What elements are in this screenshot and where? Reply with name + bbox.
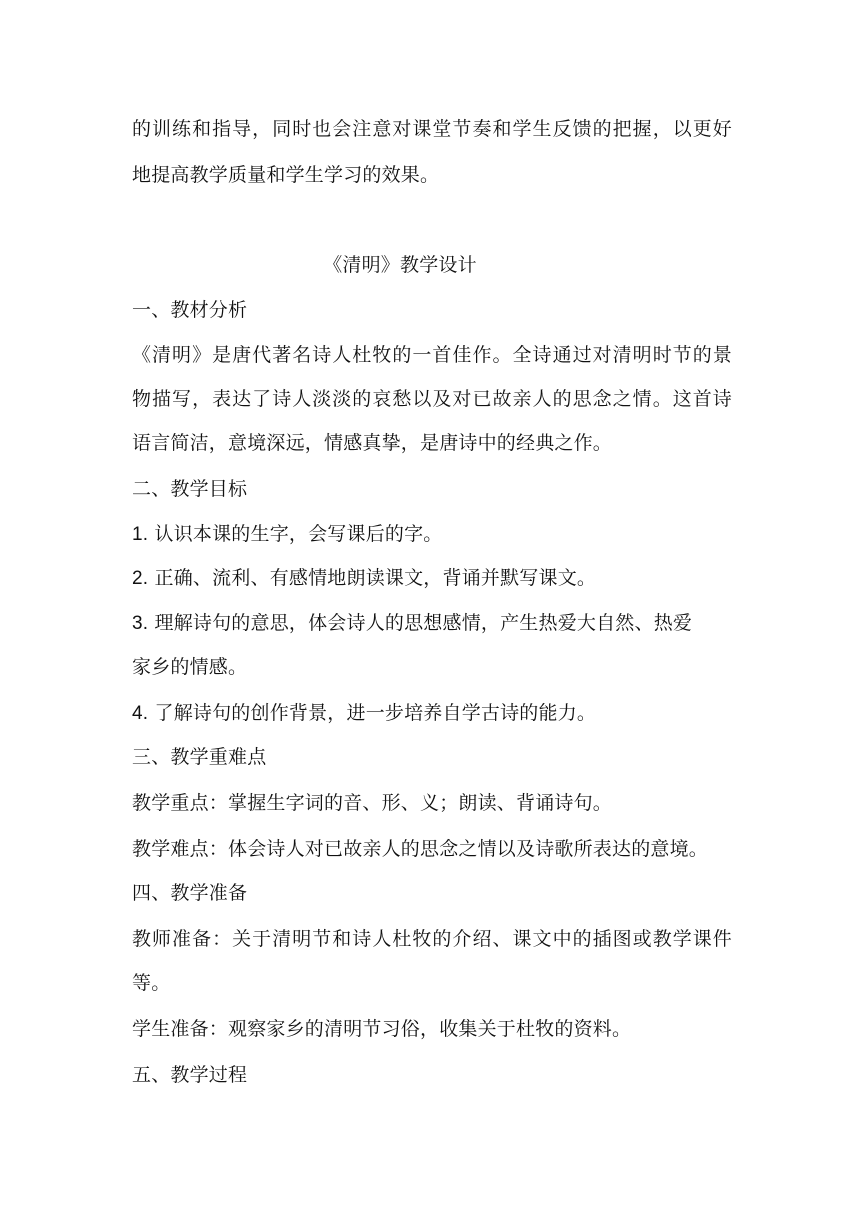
objective-item-3 xyxy=(132,611,732,636)
section-5-heading: 五、教学过程 xyxy=(132,1064,248,1086)
objective-item-2 xyxy=(132,566,732,591)
section-1-heading: 一、教材分析 xyxy=(132,299,248,321)
objective-text: 认识本课的生字，会写课后的字。 xyxy=(154,523,443,545)
objective-text: 正确、流利、有感情地朗读课文，背诵并默写课文。 xyxy=(154,567,597,589)
teacher-preparation-line-1: 教师准备：关于清明节和诗人杜牧的介绍、课文中的插图或教学课件 xyxy=(132,928,732,950)
student-preparation-text: 学生准备：观察家乡的清明节习俗，收集关于杜牧的资料。 xyxy=(132,1018,632,1040)
section-4-heading: 四、教学准备 xyxy=(132,882,248,904)
objective-item-1 xyxy=(132,522,732,547)
section-1-text-line-3: 语言简洁，意境深远，情感真挚，是唐诗中的经典之作。 xyxy=(132,432,613,454)
section-2-heading: 二、教学目标 xyxy=(132,478,248,500)
section-1-text-line-2: 物描写，表达了诗人淡淡的哀愁以及对已故亲人的思念之情。这首诗 xyxy=(132,388,732,410)
intro-paragraph-line-2: 地提高教学质量和学生学习的效果。 xyxy=(132,164,440,186)
objective-number: 3. xyxy=(132,613,149,634)
objective-number: 2. xyxy=(132,568,149,589)
objective-number: 4. xyxy=(132,703,149,724)
difficulty-text: 教学难点：体会诗人对已故亲人的思念之情以及诗歌所表达的意境。 xyxy=(132,838,709,860)
section-3-heading: 三、教学重难点 xyxy=(132,746,267,768)
key-point-text: 教学重点：掌握生字词的音、形、义；朗读、背诵诗句。 xyxy=(132,792,613,814)
objective-text: 了解诗句的创作背景，进一步培养自学古诗的能力。 xyxy=(154,702,597,724)
objective-number: 1. xyxy=(132,524,149,545)
objective-item-3-continued: 家乡的情感。 xyxy=(132,656,248,678)
section-1-text-line-1: 《清明》是唐代著名诗人杜牧的一首佳作。全诗通过对清明时节的景 xyxy=(132,344,732,366)
document-title: 《清明》教学设计 xyxy=(323,254,477,276)
intro-paragraph-line-1: 的训练和指导，同时也会注意对课堂节奏和学生反馈的把握，以更好 xyxy=(132,118,732,140)
objective-item-4 xyxy=(132,701,732,726)
objective-text: 理解诗句的意思，体会诗人的思想感情，产生热爱大自然、热爱 xyxy=(154,612,693,634)
teacher-preparation-line-2: 等。 xyxy=(132,972,171,994)
